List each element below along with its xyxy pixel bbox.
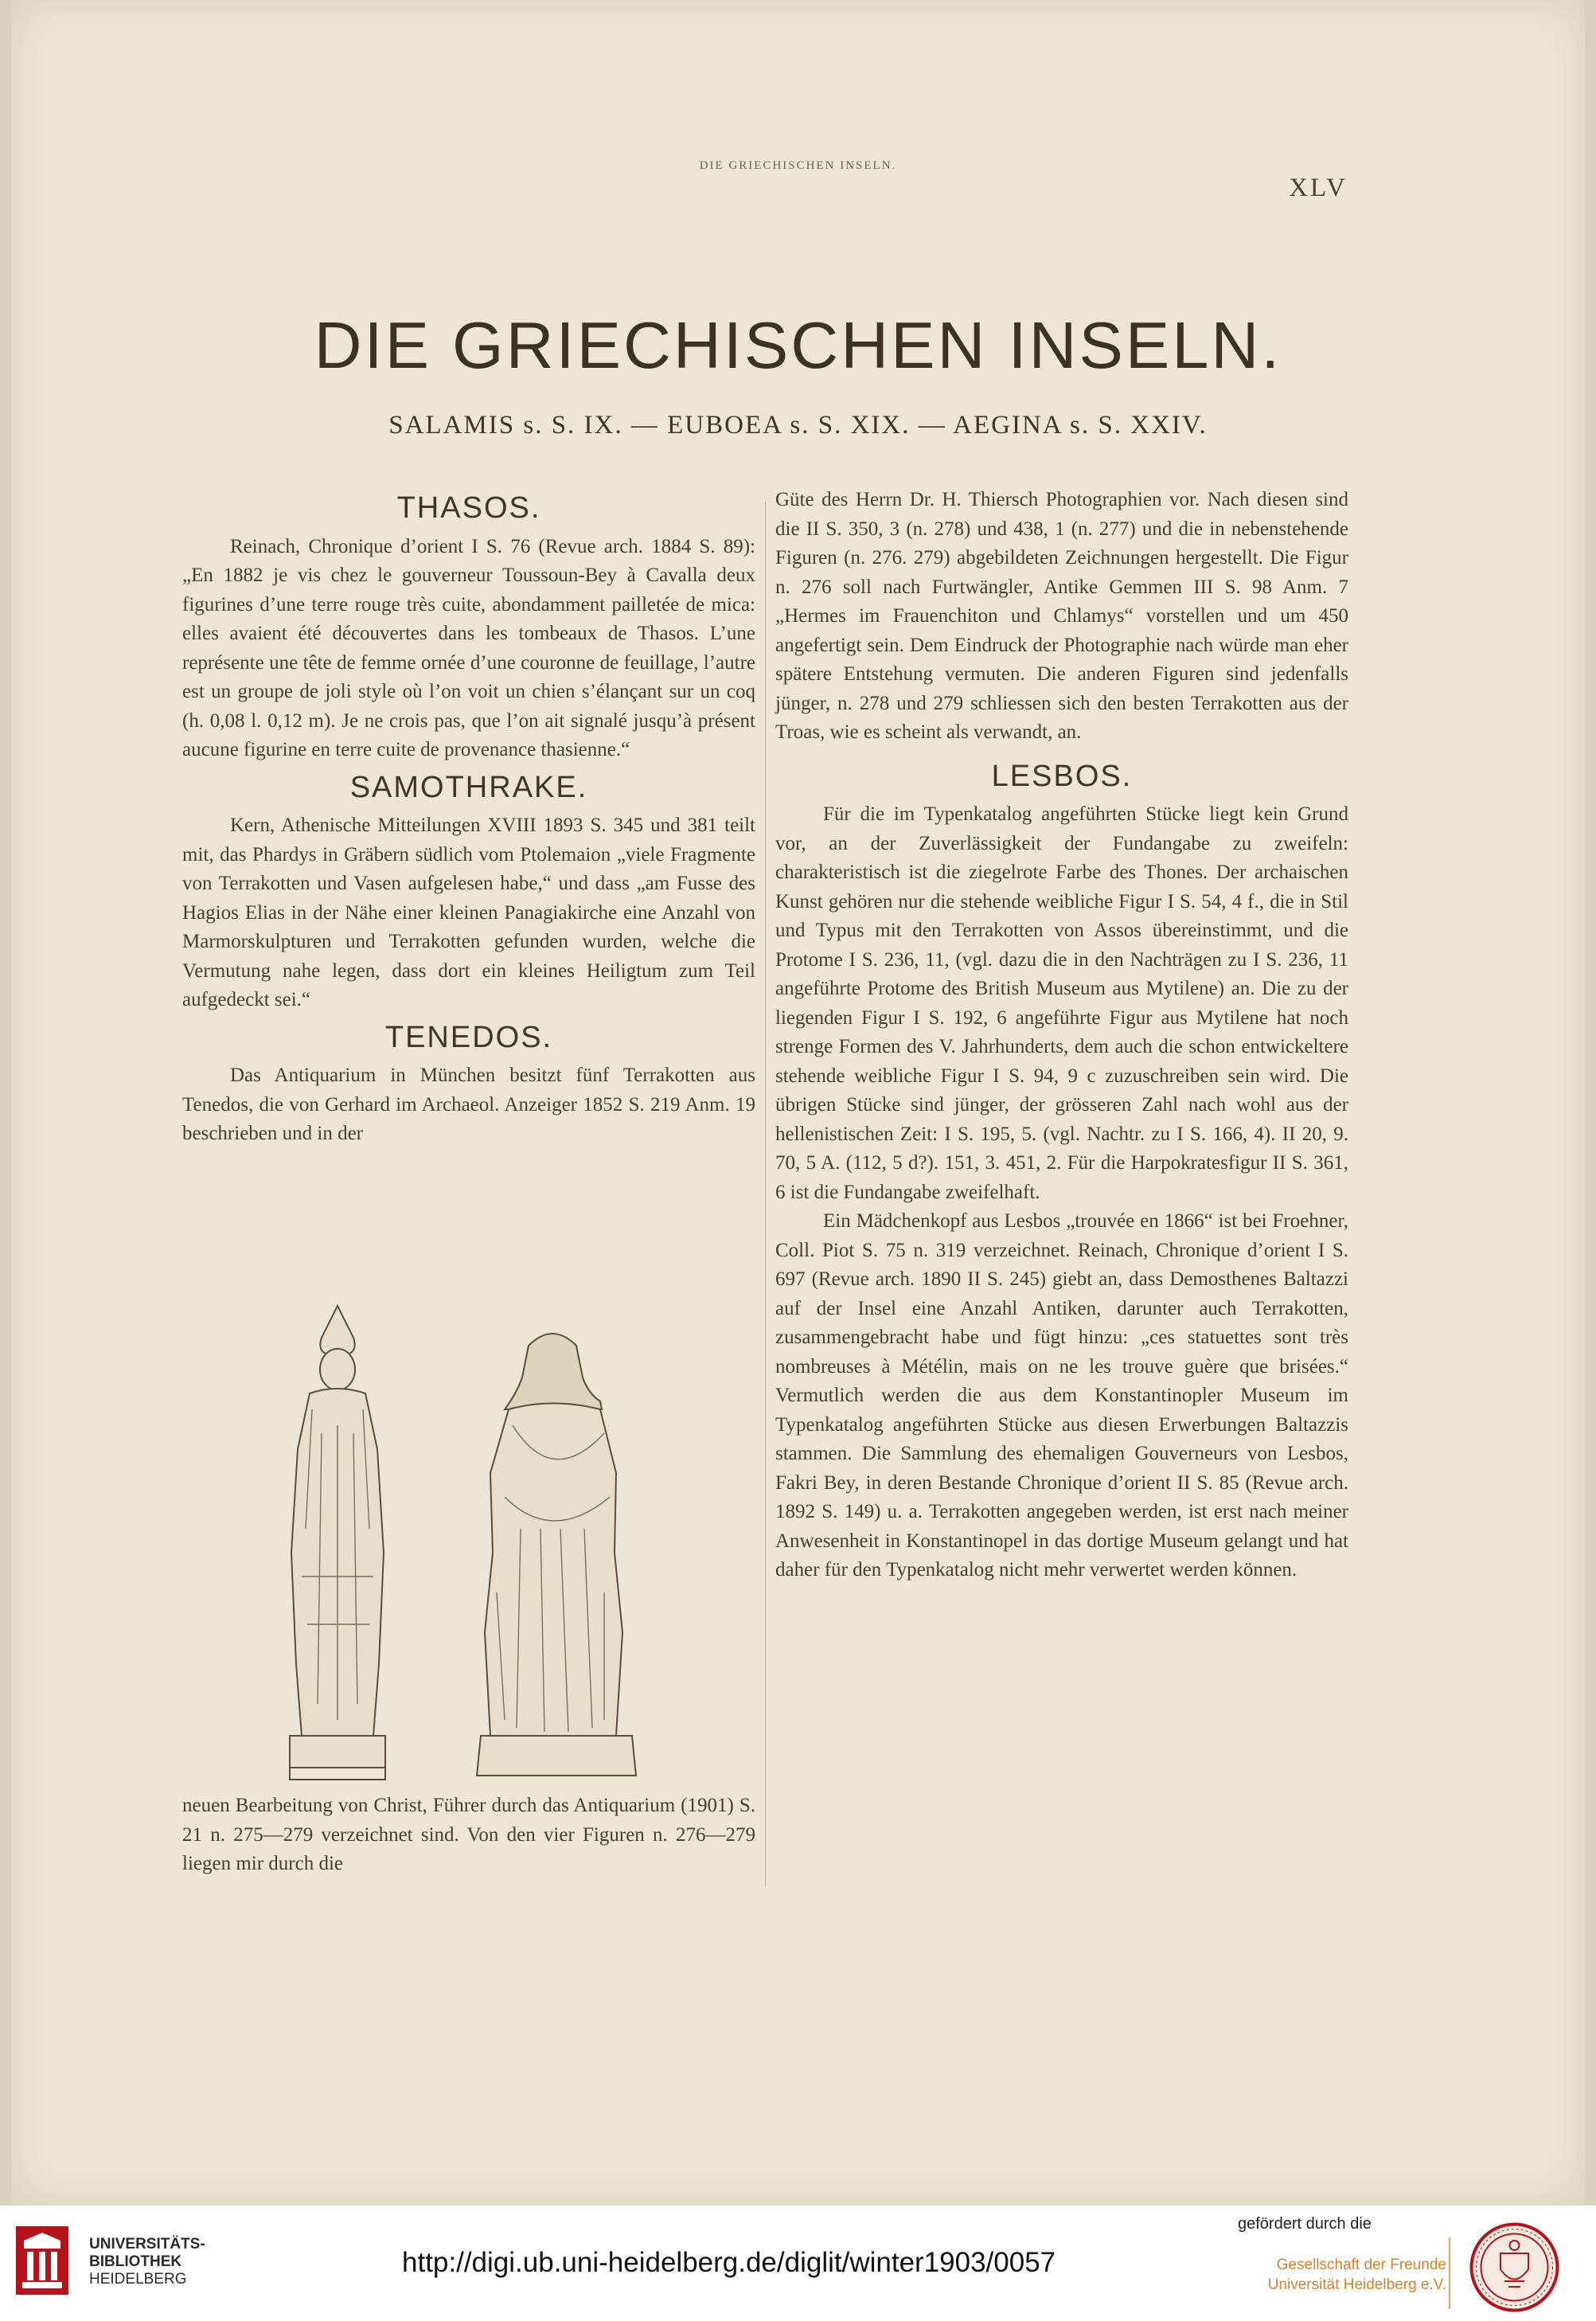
paragraph-tenedos-continued: neuen Bearbeitung von Christ, Führer durch das Antiquarium (1901) S. 21 n. 275—279 verzeichnet sind. Von den vier Figuren n. 276—279 liegen mir durch die [182, 1795, 755, 1874]
paragraph-lesbos-1: Für die im Typenkatalog angeführten Stücke liegt kein Grund vor, an der Zuverlässigkeit der Fundangabe zu zweifeln: charakteristisch ist die ziegelrote Farbe des Thones. Der archaischen Kunst gehören nur die stehende weibliche Figur I S. 54, 4 f., die in Stil und Typus mit den Terrakotten von Assos übereinstimmt, und die Protome I S. 236, 11, (vgl. dazu die in den Nachträgen zu I S. 236, 11 angeführte Protome des British Museum aus Mytilene) an. Die zu der liegenden Figur I S. 192, 6 angeführte Figur aus Mytilene hat noch strenge Formen des V. Jahrhunderts, dem auch die schon entwickeltere stehende weibliche Figur I S. 94, 9 c zuzuschreiben sein wird. Die übrigen Stücke sind jünger, der grösseren Zahl nach wohl aus der hellenistischen Zeit: I S. 195, 5. (vgl. Nachtr. zu I S. 166, 4). II 20, 9. 70, 5 A. (112, 5 d?). 151, 3. 451, 2. Für die Harpokratesfigur II S. 361, 6 ist die Fundangabe zweifelhaft. [775, 803, 1348, 1203]
left-column [182, 486, 755, 1149]
library-name-line-3: HEIDELBERG [89, 2271, 187, 2288]
sponsor-name-line-1: Gesellschaft der Freunde [1276, 2257, 1446, 2273]
scanned-page [11, 0, 1585, 2206]
heading-thasos: THASOS. [396, 491, 541, 525]
library-name-line-2: BIBLIOTHEK [89, 2253, 182, 2270]
heading-lesbos: LESBOS. [991, 759, 1133, 793]
sponsor-name[interactable] [1238, 2255, 1446, 2295]
library-name-line-1: UNIVERSITÄTS- [89, 2236, 205, 2253]
column-divider [765, 502, 766, 1887]
page-subtitle: SALAMIS s. S. IX. — EUBOEA s. S. XIX. — AEGINA s. S. XXIV. [388, 411, 1208, 440]
library-name[interactable] [89, 2236, 205, 2288]
paragraph-tenedos: Das Antiquarium in München besitzt fünf Terrakotten aus Tenedos, die von Gerhard im Archaeol. Anzeiger 1852 S. 219 Anm. 19 beschrieben und in der [182, 1065, 755, 1144]
footer-banner [0, 2206, 1596, 2321]
sponsor-divider [1449, 2237, 1450, 2309]
paragraph-samothrake: Kern, Athenische Mitteilungen XVIII 1893 S. 345 und 381 teilt mit, das Phardys in Gräbern südlich vom Ptolemaion „viele Fragmente von Terrakotten und Vasen aufgelesen habe,“ und dass „am Fusse des Hagios Elias in der Nähe einer kleinen Panagiakirche eine Anzahl von Marmorskulpturen und Terrakotten gefunden wurden, welche die Vermutung nahe legen, dass dort ein kleines Heiligtum zum Teil aufgedeckt sei.“ [182, 815, 755, 1010]
page-number: XLV [1289, 174, 1348, 202]
sponsor-name-line-2: Universität Heidelberg e.V. [1267, 2276, 1446, 2293]
heading-tenedos: TENEDOS. [384, 1020, 553, 1054]
paragraph-thasos: Reinach, Chronique d’orient I S. 76 (Revue arch. 1884 S. 89): „En 1882 je vis chez le gouverneur Toussoun-Bey à Cavalla deux figurines d’une terre rouge très cuite, abondamment pailletée de mica: elles avaient été découvertes dans les tombeaux de Thasos. L’une représente une tête de femme ornée d’une couronne de feuillage, l’autre est un groupe de joli style où l’on voit un chien s’élançant sur un coq (h. 0,08 l. 0,12 m). Je ne crois pas, que l’on ait signalé jusqu’à présent aucune figurine en terre cuite de provenance thasienne.“ [182, 535, 755, 760]
sponsor-label: gefördert durch die [1238, 2215, 1372, 2233]
page-title: DIE GRIECHISCHEN INSELN. [314, 308, 1282, 382]
right-column [775, 486, 1348, 1585]
university-seal-icon[interactable] [1469, 2221, 1560, 2313]
running-head: DIE GRIECHISCHEN INSELN. [699, 159, 897, 172]
heading-samothrake: SAMOTHRAKE. [349, 770, 588, 804]
paragraph-tenedos-right: Güte des Herrn Dr. H. Thiersch Photographien vor. Nach diesen sind die II S. 350, 3 (n. 278) und 438, 1 (n. 277) und die in nebenstehende Figuren (n. 276. 279) abgebildeten Zeichnungen hergestellt. Die Figur n. 276 soll nach Furtwängler, Antike Gemmen III S. 98 Anm. 7 „Hermes im Frauenchiton und Chlamys“ vorstellen und um 450 angefertigt sein. Dem Eindruck der Photographie nach würde man eher spätere Entstehung vermuten. Die anderen Figuren sind jedenfalls jünger, n. 278 und 279 schliessen sich den besten Terrakotten aus der Troas, wie es scheint als verwandt, an. [775, 489, 1348, 743]
paragraph-lesbos-2: Ein Mädchenkopf aus Lesbos „trouvée en 1866“ ist bei Froehner, Coll. Piot S. 75 n. 319 verzeichnet. Reinach, Chronique d’orient I S. 697 (Revue arch. 1890 II S. 245) giebt an, dass Demosthenes Baltazzi auf der Insel eine Anzahl Antiken, darunter auch Terrakotten, zusammengebracht habe und fügt hinzu: „ces statuettes sont très nombreuses à Métélin, mais on ne les trouve guère que brisées.“ Vermutlich werden die aus dem Konstantinopler Museum im Typenkatalog angeführten Stücke aus diesen Erwerbungen Baltazzis stammen. Die Sammlung des ehemaligen Gouverneurs von Lesbos, Fakri Bey, in deren Bestande Chronique d’orient II S. 85 (Revue arch. 1892 S. 149) u. a. Terrakotten angegeben werden, ist erst nach meiner Anwesenheit in Konstantinopel in das dortige Museum gelangt und hat daher für den Typenkatalog nicht mehr verwertet werden können. [775, 1210, 1348, 1581]
permalink-url[interactable]: http://digi.ub.uni-heidelberg.de/diglit/winter1903/0057 [402, 2247, 1056, 2278]
figures-drawing [242, 1290, 672, 1815]
university-library-logo-icon[interactable] [14, 2225, 70, 2296]
paragraph-after-figure [182, 1792, 755, 1879]
terracotta-figures-illustration [242, 1290, 672, 1815]
figure-hermes-drawing [290, 1306, 385, 1780]
figure-woman-drawing [477, 1334, 636, 1776]
